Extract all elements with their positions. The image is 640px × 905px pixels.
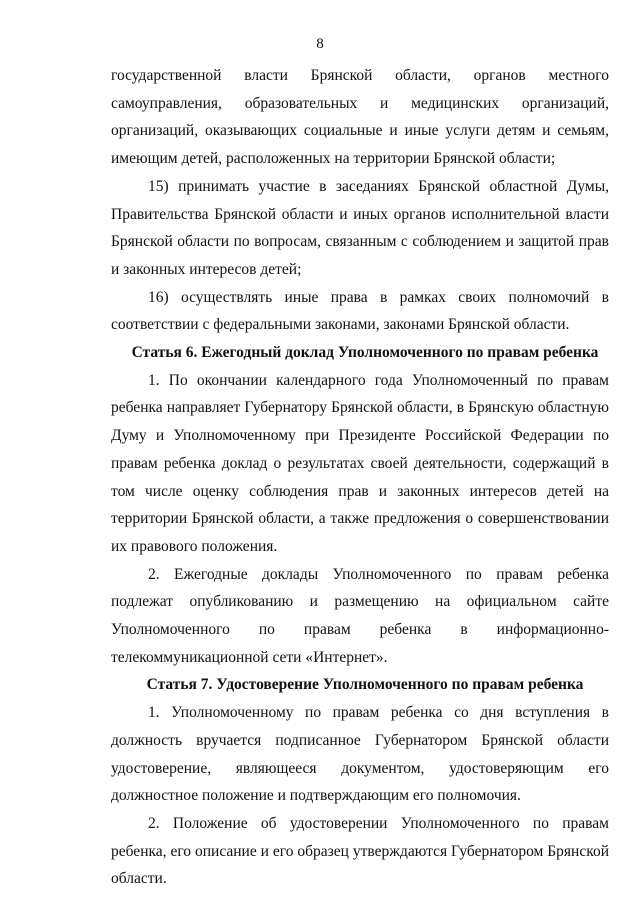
article-7-heading: Статья 7. Удостоверение Уполномоченного по правам ребенка	[146, 676, 584, 694]
page-number: 8	[316, 36, 324, 52]
article-6-paragraph-1: 1. По окончании календарного года Уполномоченный по правам ребенка направляет Губернатору Брянской области, в Брянскую областную Думу и Уполномоченному при Президенте Российской Федерации по правам ребенка доклад о результатах своей деятельности, содержащий в том числе оценку соблюдения прав и законных интересов детей на территории Брянской области, а также предложения о совершенствовании их правового положения.	[111, 371, 609, 555]
paragraph-continuation: государственной власти Брянской области, органов местного самоуправления, образовательных и медицинских организаций, организаций, оказывающих социальные и иные услуги детям и семьям, имеющим детей, расположенных на территории Брянской области;	[111, 67, 609, 168]
article-7-paragraph-1: 1. Уполномоченному по правам ребенка со дня вступления в должность вручается подписанное Губернатором Брянской области удостоверение, являющееся документом, удостоверяющим его должностное положение и подтверждающим его полномочия.	[111, 704, 609, 805]
paragraph-item-15: 15) принимать участие в заседаниях Брянской областной Думы, Правительства Брянской области и иных органов исполнительной власти Брянской области по вопросам, связанным с соблюдением и защитой прав и законных интересов детей;	[111, 177, 609, 278]
article-6-paragraph-2: 2. Ежегодные доклады Уполномоченного по правам ребенка подлежат опубликованию и размещению на официальном сайте Уполномоченного по правам ребенка в информационно-телекоммуникационной сети «Интернет».	[111, 565, 609, 666]
article-6-heading: Статья 6. Ежегодный доклад Уполномоченного по правам ребенка	[131, 344, 599, 362]
article-7-paragraph-2: 2. Положение об удостоверении Уполномоченного по правам ребенка, его описание и его образец утверждаются Губернатором Брянской области.	[111, 814, 609, 888]
document-body	[111, 62, 609, 893]
paragraph-item-16: 16) осуществлять иные права в рамках своих полномочий в соответствии с федеральными законами, законами Брянской области.	[111, 288, 609, 334]
